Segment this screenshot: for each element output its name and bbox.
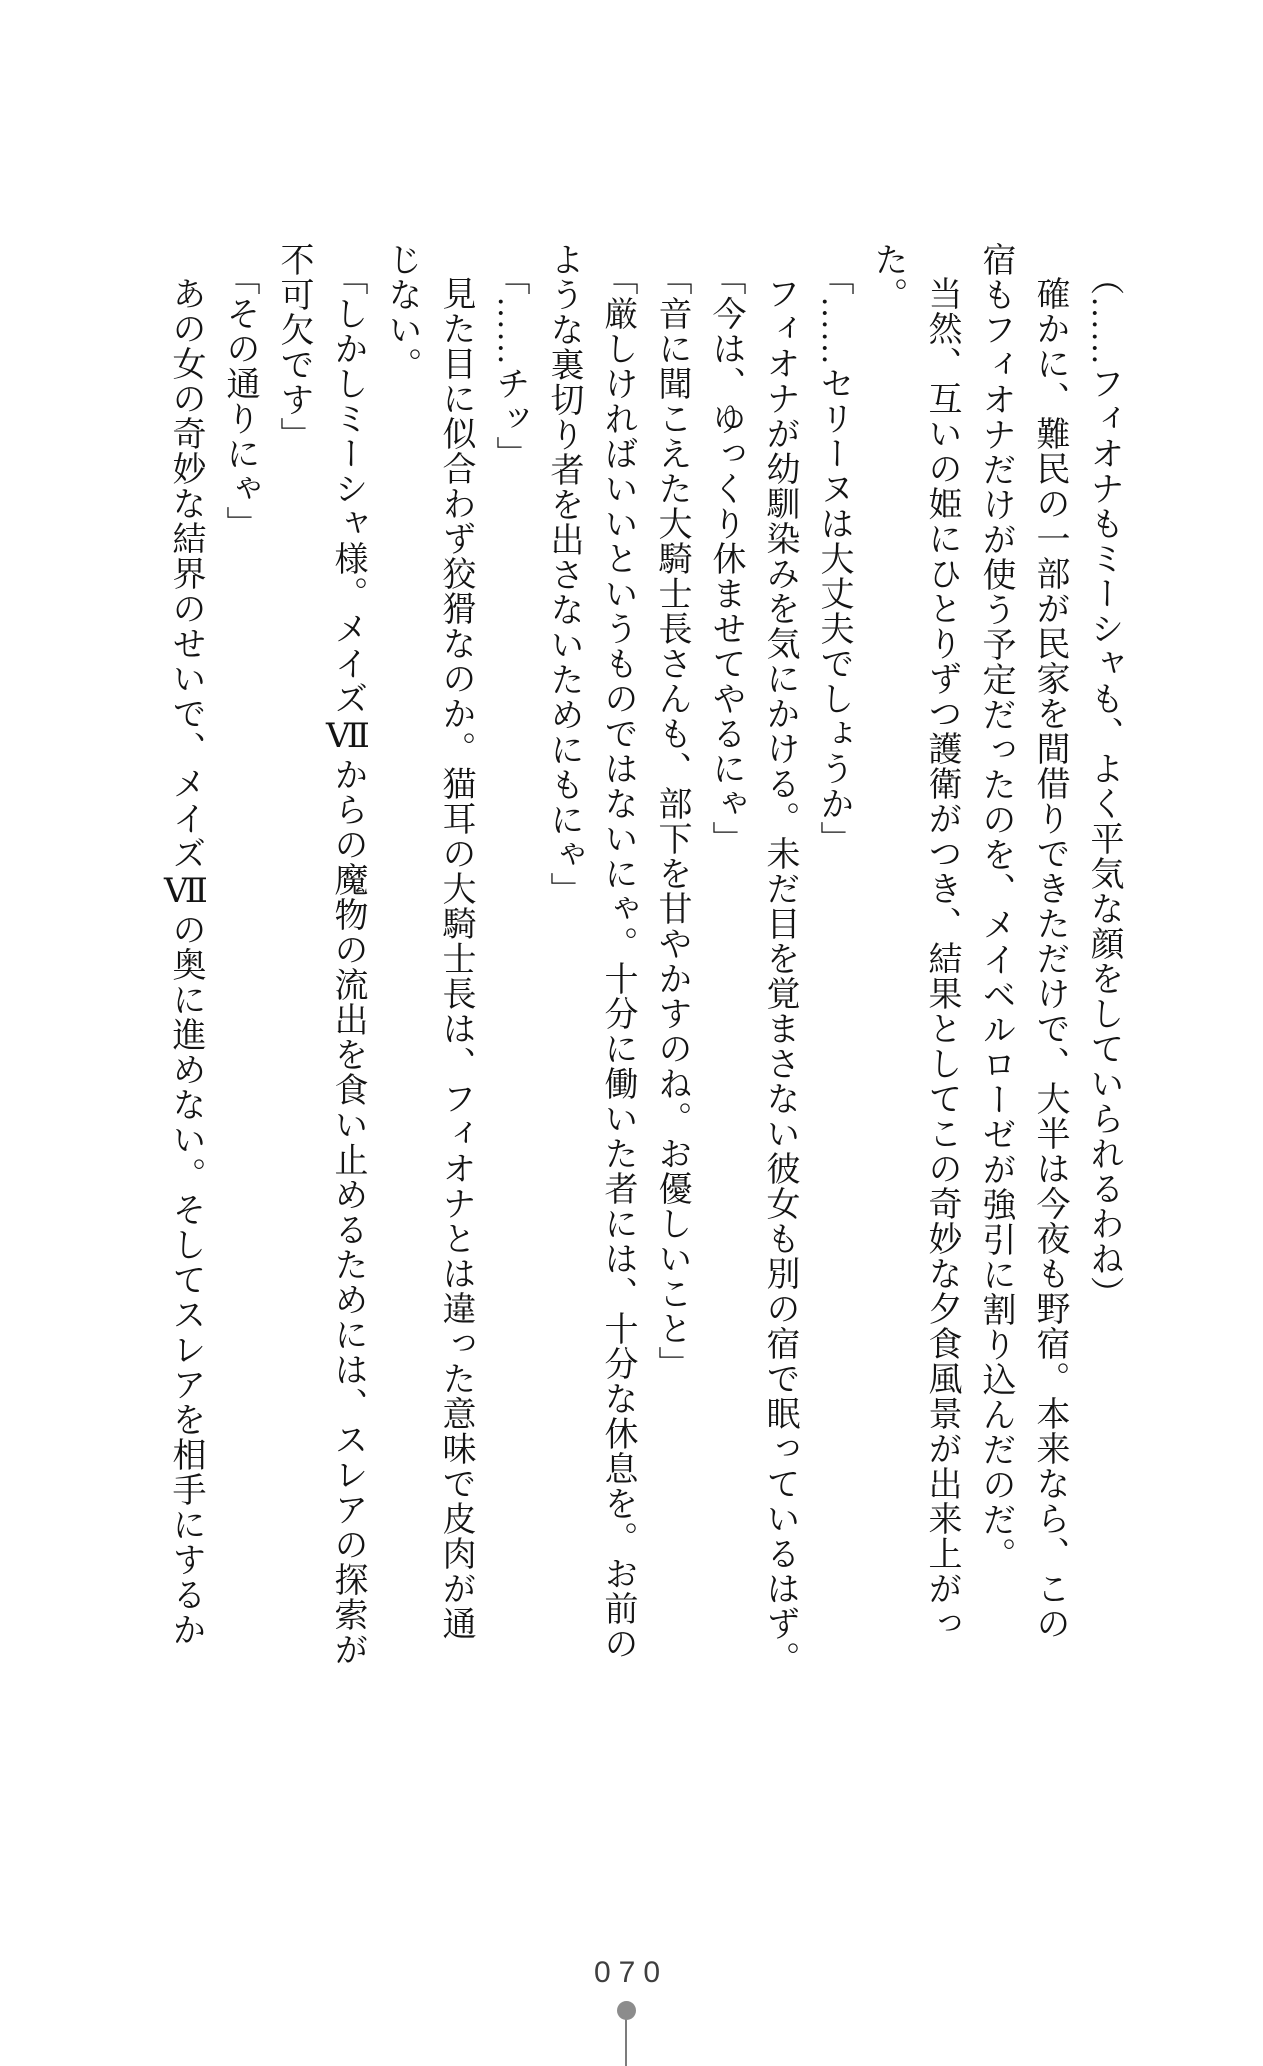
page-number: 070 [593, 1956, 669, 1989]
text-column: 「音に聞こえた大騎士長さんも、部下を甘やかすのね。お優しいこと」 [653, 260, 690, 1381]
text-column: 「……セリーヌは大丈夫でしょうか」 [815, 260, 852, 856]
text-column: フィオナが幼馴染みを気にかける。未だ目を覚まさない彼女も別の宿で眠っているはず。 [761, 276, 798, 1676]
text-column: ような裏切り者を出さないためにもにゃ」 [545, 242, 582, 907]
text-column: 「しかしミーシャ様。メイズⅦからの魔物の流出を食い止めるためには、スレアの探索が [329, 260, 366, 1667]
text-column: た。 [869, 242, 906, 312]
text-column: あの女の奇妙な結界のせいで、メイズⅦの奥に進めない。そしてスレアを相手にするか [167, 276, 204, 1647]
text-column: 「今は、ゆっくり休ませてやるにゃ」 [707, 260, 744, 856]
text-column: じない。 [383, 242, 420, 382]
text-column: 当然、互いの姫にひとりずつ護衛がつき、結果としてこの奇妙な夕食風景が出来上がっ [923, 276, 960, 1641]
vertical-text-block [158, 242, 1130, 1702]
text-column: 見た目に似合わず狡猾なのか。猫耳の大騎士長は、フィオナとは違った意味で皮肉が通 [437, 276, 474, 1641]
footer-dot-icon [617, 2001, 636, 2020]
text-column: 「その通りにゃ」 [221, 260, 258, 541]
text-column: 不可欠です」 [275, 242, 312, 452]
text-column: 「……チッ」 [491, 260, 528, 471]
text-column: 宿もフィオナだけが使う予定だったのを、メイベルローゼが強引に割り込んだのだ。 [977, 242, 1014, 1572]
text-column: 確かに、難民の一部が民家を間借りできただけで、大半は今夜も野宿。本来なら、この [1031, 276, 1068, 1641]
text-column: 「厳しければいいというものではないにゃ。十分に働いた者には、十分な休息を。お前の [599, 260, 636, 1661]
text-column: （……フィオナもミーシャも、よく平気な顔をしていられるわね） [1085, 260, 1122, 1311]
